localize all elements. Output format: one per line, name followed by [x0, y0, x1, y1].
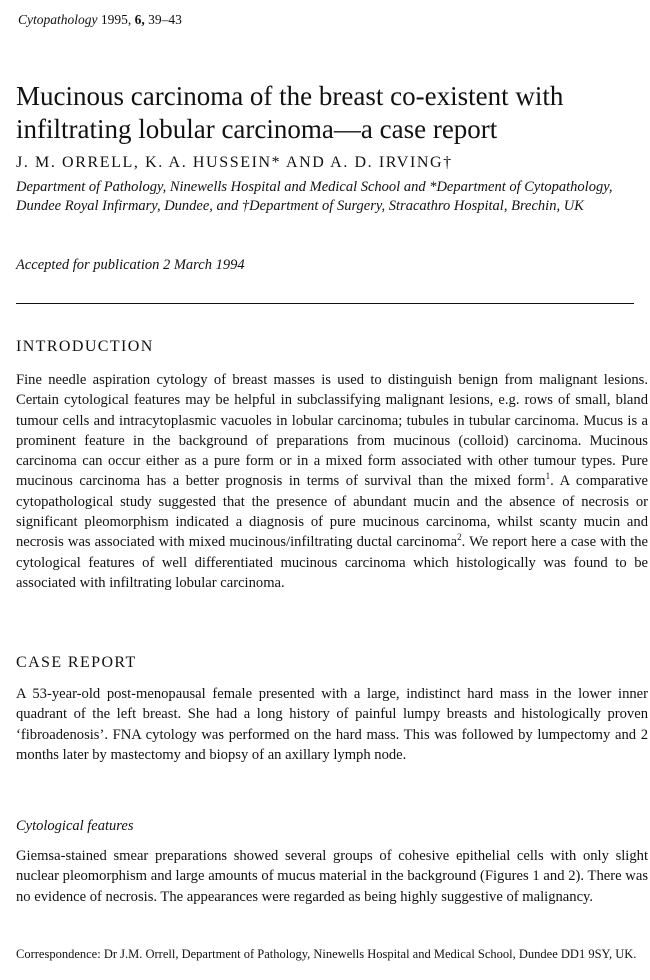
journal-reference: [18, 12, 182, 28]
intro-text-part-1: Fine needle aspiration cytology of breast masses is used to distinguish benign from malignant lesions. Certain cytological features may be helpful in subclassifying malignant lesions, e.g. rows of small, bland tumour cells and intracytoplasmic vacuoles in lobular carcinoma; tubules in tubular carcinoma. Mucus is a prominent feature in the background of preparations from mucinous (colloid) carcinoma. Mucinous carcinoma can occur either as a pure form or in a mixed form associated with other tumour types. Pure mucinous carcinoma has a better prognosis in terms of survival than the mixed form: [16, 372, 648, 490]
journal-name: Cytopathology: [18, 12, 98, 27]
reference-2: 2: [457, 532, 462, 543]
author-affiliations: Department of Pathology, Ninewells Hospital and Medical School and *Department of Cytopathology, Dundee Royal Infirmary, Dundee, and †Department of Surgery, Stracathro Hospital, Brechin, UK: [16, 179, 613, 214]
case-report-heading: CASE REPORT: [16, 654, 137, 671]
journal-pages: 39–43: [148, 12, 182, 27]
intro-text-part-2: . A comparative cytopathological study suggested that the presence of abundant mucin and the absence of necrosis or significant pleomorphism indicated a diagnosis of pure mucinous carcinoma, whilst scanty mucin and necrosis was associated with mixed mucinous/infiltrating ductal carcinoma: [16, 473, 649, 551]
cytological-features-paragraph: Giemsa-stained smear preparations showed several groups of cohesive epithelial cells with only slight nuclear pleomorphism and large amounts of mucus material in the background (Figures 1 and 2). There was no evidence of necrosis. The appearances were regarded as being highly suggestive of malignancy.: [16, 848, 648, 905]
author-list: J. M. ORRELL, K. A. HUSSEIN* AND A. D. IRVING†: [16, 154, 453, 171]
case-report-paragraph: A 53-year-old post-menopausal female presented with a large, indistinct hard mass in the lower inner quadrant of the left breast. She had a long history of painful lumpy breasts and histologically proven ‘fibroadenosis’. FNA cytology was performed on the hard mass. This was followed by lumpectomy and 2 months later by mastectomy and biopsy of an axillary lymph node.: [16, 686, 648, 763]
correspondence-footnote: Correspondence: Dr J.M. Orrell, Department of Pathology, Ninewells Hospital and Medical School, Dundee DD1 9SY, UK.: [16, 947, 637, 961]
introduction-paragraph: [16, 370, 648, 593]
reference-1: 1: [545, 471, 551, 482]
journal-year: 1995,: [100, 12, 132, 27]
journal-volume: 6,: [134, 12, 145, 27]
header-divider: [16, 303, 634, 304]
accepted-date: Accepted for publication 2 March 1994: [16, 257, 245, 273]
article-title: Mucinous carcinoma of the breast co-existent with infiltrating lobular carcinoma—a case report: [16, 81, 564, 144]
cytological-features-heading: Cytological features: [16, 818, 134, 834]
introduction-heading: INTRODUCTION: [16, 338, 154, 355]
intro-text-part-3: . We report here a case with the cytological features of well differentiated mucinous carcinoma which histologically was found to be associated with infiltrating lobular carcinoma.: [16, 534, 648, 591]
